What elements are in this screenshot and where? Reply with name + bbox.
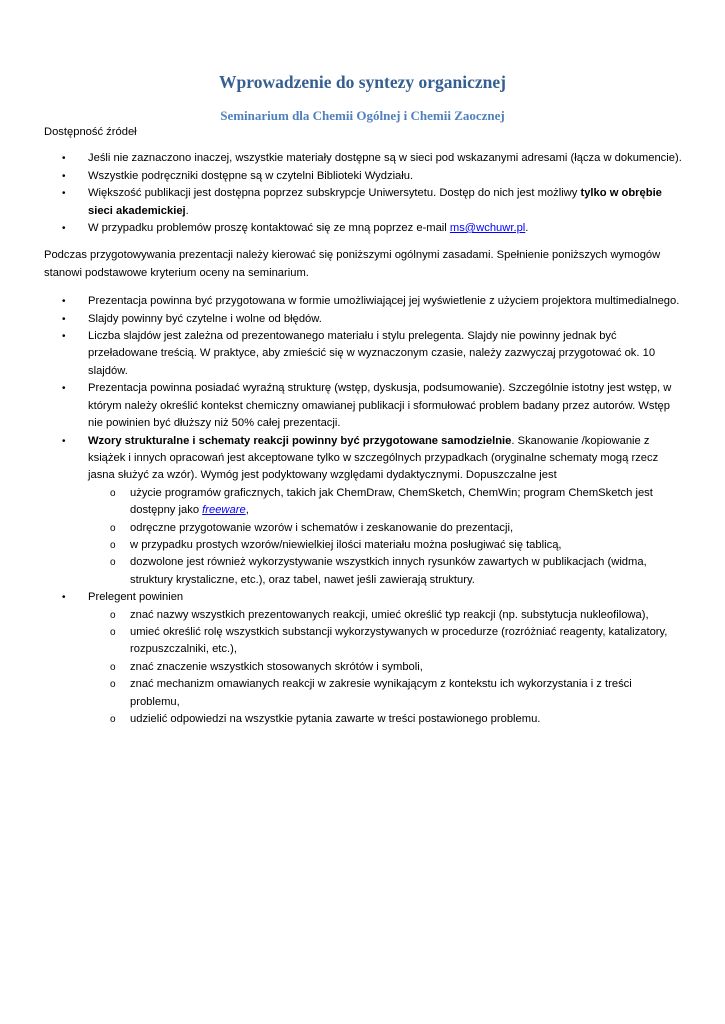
emphasis-text: Wzory strukturalne i schematy reakcji powinny być przygotowane samodzielnie [88,434,512,447]
list-item-text: Większość publikacji jest dostępna poprzez subskrypcje Uniwersytetu. Dostęp do nich jest możliwy [88,187,581,200]
list-item-text: umieć określić rolę wszystkich substancji wykorzystywanych w procedurze (rozróżniać reagenty, katalizatory, rozpuszczalniki, etc.), [130,625,668,656]
rules-list [44,293,684,728]
punctuation: . [525,222,529,235]
freeware-link[interactable]: freeware [202,504,246,517]
bullet-icon: • [62,592,66,604]
bullet-icon: • [62,435,66,447]
sub-list-item [88,554,684,589]
list-item-text: Jeśli nie zaznaczono inaczej, wszystkie materiały dostępne są w sieci pod wskazanymi adresami (łącza w dokumencie). [88,152,682,165]
list-item [44,168,684,185]
circle-bullet-icon: o [110,522,116,534]
sources-list [44,150,684,237]
emphasis-text: tylko w obrębie sieci akademickiej [88,187,662,217]
list-item-text: znać znaczenie wszystkich stosowanych skrótów i symboli, [130,660,423,673]
bullet-icon: • [62,331,66,343]
list-item-text: w przypadku prostych wzorów/niewielkiej ilości materiału można posługiwać się tablicą, [130,538,562,551]
sub-list [88,485,684,589]
bullet-icon: • [62,153,66,165]
circle-bullet-icon: o [110,487,116,499]
sub-list-item [88,520,684,537]
intro-paragraph: Podczas przygotowywania prezentacji należy kierować się poniższymi ogólnymi zasadami. Spełnienie poniższych wymogów stanowi podstawowe kryterium oceny na seminarium. [44,249,661,279]
punctuation: , [245,504,249,517]
list-item-text: znać mechanizm omawianych reakcji w zakresie wynikającym z kontekstu ich wykorzystania i z treści problemu, [130,678,632,708]
list-item-text: udzielić odpowiedzi na wszystkie pytania zawarte w treści postawionego problemu. [130,713,541,725]
sub-list-item [88,485,684,520]
bullet-icon: • [62,223,66,235]
list-item-text: Prelegent powinien [88,591,184,604]
sub-list-item [88,607,684,624]
bullet-icon: • [62,296,66,308]
bullet-icon: • [62,313,66,325]
list-item-text: . Skanowanie /kopiowanie z książek i innych opracowań jest akceptowane tylko w szczególnych przypadkach (oryginalne schematy mogą rzecz jasna służyć za wzór). Wymóg jest podyktowany względami dydaktycznymi. Dopuszczalne jest [88,434,659,482]
circle-bullet-icon: o [110,609,116,621]
list-item [44,150,684,167]
bullet-icon: • [62,383,66,395]
list-item [44,311,684,328]
list-item-text: użycie programów graficznych, takich jak ChemDraw, ChemSketch, ChemWin; program ChemSketch jest dostępny jako [130,486,653,517]
sub-list-item [88,659,684,676]
circle-bullet-icon: o [110,539,116,551]
list-item-text: znać nazwy wszystkich prezentowanych reakcji, umieć określić typ reakcji (np. substytucja nukleofilowa), [130,608,649,621]
section-heading-sources: Dostępność źródeł [44,126,137,138]
list-item [44,185,684,220]
circle-bullet-icon: o [110,679,116,691]
document-subtitle: Seminarium dla Chemii Ogólnej i Chemii Zaocznej [220,108,505,123]
punctuation: . [185,204,189,217]
circle-bullet-icon: o [110,626,116,638]
document-body [44,124,684,728]
list-item-text: Prezentacja powinna posiadać wyraźną strukturę (wstęp, dyskusja, podsumowanie). Szczególnie istotny jest wstęp, w którym należy określić kontekst chemiczny omawianej publikacji i sformułować problem badany przez autorów. Wstęp nie powinien być dłuższy niż 50% całej prezentacji. [88,382,672,430]
list-item-text: dozwolone jest również wykorzystywanie wszystkich innych rysunków zawartych w publikacjach (widma, struktury krystaliczne, etc.), oraz tabel, nawet jeśli zawierają struktury. [130,556,647,586]
bullet-icon: • [62,188,66,200]
list-item [44,589,684,728]
bullet-icon: • [62,170,66,182]
list-item [44,433,684,590]
list-item [44,328,684,380]
sub-list-item [88,676,684,711]
sub-list [88,607,684,729]
list-item [44,293,684,310]
list-item [44,220,684,237]
circle-bullet-icon: o [110,557,116,569]
list-item-text: Liczba slajdów jest zależna od prezentowanego materiału i stylu prelegenta. Slajdy nie powinny jednak być przeładowane treścią. W praktyce, aby zmieścić się w wyznaczonym czasie, należy zazwyczaj przygotować ok. 10 slajdów. [88,330,656,377]
list-item [44,380,684,432]
list-item-text: Slajdy powinny być czytelne i wolne od błędów. [88,312,322,325]
email-link[interactable]: ms@wchuwr.pl [449,222,526,235]
sub-list-item [88,537,684,554]
list-item-text: Wszystkie podręczniki dostępne są w czytelni Biblioteki Wydziału. [88,169,414,182]
list-item-text: odręczne przygotowanie wzorów i schematów i zeskanowanie do prezentacji, [130,521,514,534]
list-item-text: W przypadku problemów proszę kontaktować się ze mną poprzez e-mail [88,222,450,235]
circle-bullet-icon: o [110,661,116,673]
sub-list-item [88,624,684,659]
sub-list-item [88,711,684,728]
list-item-text: Prezentacja powinna być przygotowana w formie umożliwiającej jej wyświetlenie z użyciem projektora multimedialnego. [88,295,680,308]
circle-bullet-icon: o [110,714,116,725]
document-title: Wprowadzenie do syntezy organicznej [219,72,506,92]
